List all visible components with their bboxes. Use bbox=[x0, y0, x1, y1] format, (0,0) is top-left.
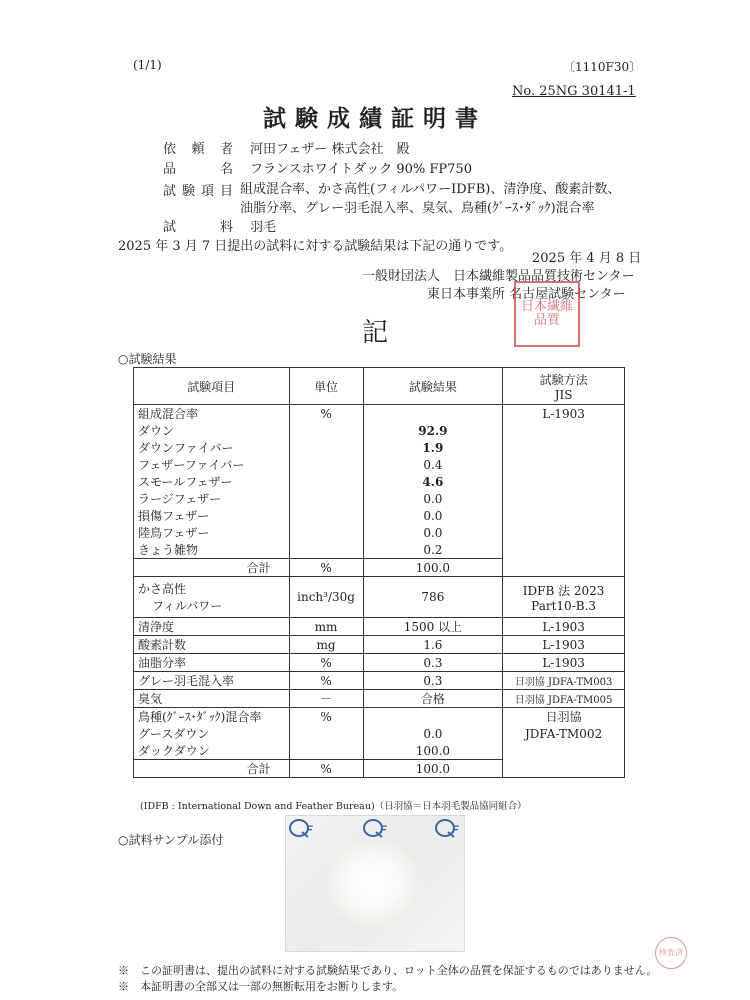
issuer-name: 一般財団法人 日本繊維製品品質技術センター bbox=[362, 269, 635, 284]
composition-total-row: 合計 % 100.0 bbox=[134, 559, 625, 577]
table-row: グースダウン 0.0 JDFA-TM002 bbox=[134, 725, 625, 742]
table-row: 臭気 － 合格 日羽協 JDFA-TM005 bbox=[134, 690, 625, 708]
header-method: 試験方法 JIS bbox=[503, 368, 625, 405]
table-footnote: (IDFB : International Down and Feather Bureau)（日羽協＝日本羽毛製品協同組合） bbox=[140, 801, 527, 812]
official-seal: 日本繊維品質 bbox=[514, 281, 580, 347]
document-code: 〔1110F30〕 bbox=[563, 60, 642, 74]
note-1: ※ この証明書は、提出の試料に対する試験結果であり、ロット全体の品質を保証するものではありません。 bbox=[118, 964, 658, 977]
ki-heading: 記 bbox=[361, 318, 388, 348]
sample-value: 羽毛 bbox=[250, 220, 277, 235]
results-title: ○試験結果 bbox=[118, 352, 177, 366]
table-header-row bbox=[134, 368, 625, 405]
table-row: ラージフェザー 0.0 bbox=[134, 490, 625, 507]
table-row: 組成混合率 % L-1903 bbox=[134, 405, 625, 423]
quality-logo-icon bbox=[434, 817, 468, 839]
statement: 2025 年 3 月 7 日提出の試料に対する試験結果は下記の通りです。 bbox=[118, 239, 513, 254]
header-unit: 単位 bbox=[289, 368, 363, 405]
certificate-number: No. 25NG 30141-1 bbox=[512, 84, 636, 99]
page-number: (1/1) bbox=[133, 58, 162, 72]
species-total-row: 合計 % 100.0 bbox=[134, 760, 625, 778]
client-label-row bbox=[163, 138, 233, 157]
svg-text:F: F bbox=[452, 824, 459, 836]
loft-row: かさ高性 フィルパワー inch³/30g 786 IDFB 法 2023 Part10-B.3 bbox=[134, 577, 625, 618]
note-2: ※ 本証明書の全部又は一部の無断転用をお断りします。 bbox=[118, 980, 404, 993]
header-result: 試験結果 bbox=[363, 368, 503, 405]
product-label-row bbox=[163, 158, 233, 177]
items-label-row bbox=[163, 180, 233, 199]
quality-logo-icon bbox=[362, 817, 396, 839]
svg-text:F: F bbox=[306, 824, 313, 836]
table-row: 酸素計数 mg 1.6 L-1903 bbox=[134, 636, 625, 654]
document-title: 試験成績証明書 bbox=[263, 105, 487, 132]
product-value: フランスホワイトダック 90% FP750 bbox=[250, 162, 472, 177]
table-row: 鳥種(ｸﾞｰｽ･ﾀﾞｯｸ)混合率 % 日羽協 bbox=[134, 708, 625, 726]
items-line-2: 油脂分率、グレー羽毛混入率、臭気、鳥種(ｸﾞｰｽ･ﾀﾞｯｸ)混合率 bbox=[240, 201, 595, 216]
table-row: ダウンファイバー 1.9 bbox=[134, 439, 625, 456]
svg-text:F: F bbox=[380, 824, 387, 836]
table-row: 損傷フェザー 0.0 bbox=[134, 507, 625, 524]
product-label: 品名 bbox=[163, 162, 233, 177]
items-label: 試験項目 bbox=[163, 184, 233, 199]
table-row: 清浄度 mm 1500 以上 L-1903 bbox=[134, 618, 625, 636]
table-row: グレー羽毛混入率 % 0.3 日羽協 JDFA-TM003 bbox=[134, 672, 625, 690]
table-row: 油脂分率 % 0.3 L-1903 bbox=[134, 654, 625, 672]
sample-attached-label: ○試料サンプル添付 bbox=[118, 833, 224, 847]
client-label: 依頼者 bbox=[163, 142, 233, 157]
sample-label-row bbox=[163, 216, 233, 235]
inspection-stamp: 検査済 bbox=[655, 937, 687, 969]
table-row: ダウン 92.9 bbox=[134, 422, 625, 439]
client-value: 河田フェザー 株式会社 殿 bbox=[250, 142, 410, 157]
header-item: 試験項目 bbox=[134, 368, 290, 405]
feather-sample bbox=[328, 842, 418, 924]
issuer-branch: 東日本事業所 名古屋試験センター bbox=[427, 287, 626, 302]
table-row: きょう雑物 0.2 bbox=[134, 541, 625, 559]
table-row: ダックダウン 100.0 bbox=[134, 742, 625, 760]
table-row: 陸鳥フェザー 0.0 bbox=[134, 524, 625, 541]
issue-date: 2025 年 4 月 8 日 bbox=[532, 251, 642, 266]
quality-logo-icon bbox=[288, 817, 322, 839]
table-row: フェザーファイバー 0.4 bbox=[134, 456, 625, 473]
sample-label: 試料 bbox=[163, 220, 233, 235]
items-line-1: 組成混合率、かさ高性(フィルパワーIDFB)、清浄度、酸素計数、 bbox=[240, 182, 621, 197]
table-row: スモールフェザー 4.6 bbox=[134, 473, 625, 490]
results-table bbox=[133, 367, 625, 778]
